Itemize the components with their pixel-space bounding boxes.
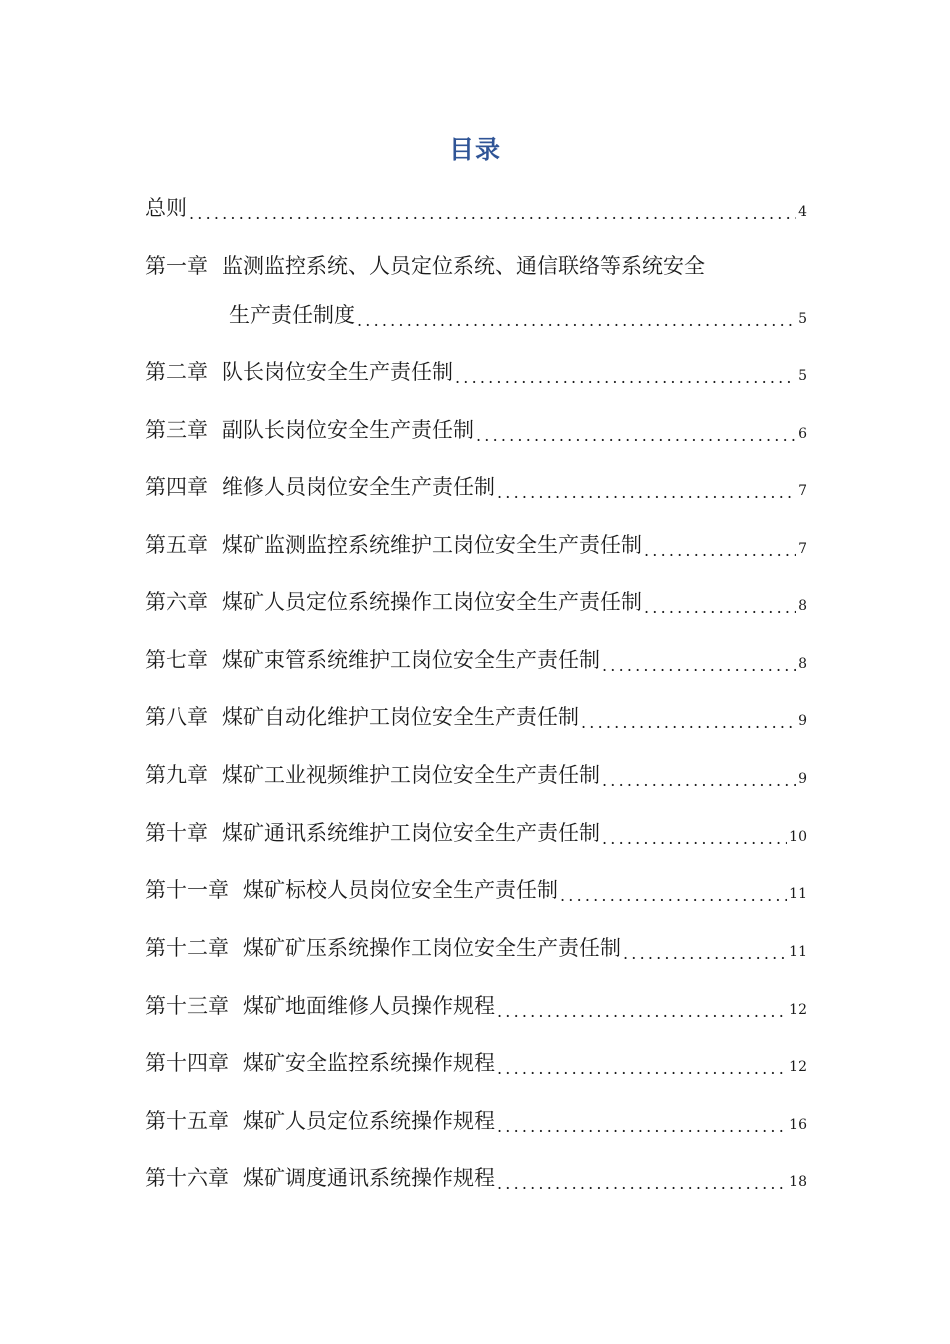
toc-entry-chapter: 第四章 — [145, 475, 208, 499]
toc-entry-chapter: 第十一章 — [145, 878, 229, 902]
toc-leader — [497, 988, 787, 1024]
toc-entry-page: 8 — [798, 656, 807, 672]
toc-leader — [476, 412, 796, 448]
toc-entry-title: 总则 — [145, 196, 187, 220]
toc-leader — [602, 757, 796, 793]
toc-entry-page: 16 — [789, 1117, 807, 1133]
toc-leader — [497, 1103, 787, 1139]
toc-entry-chapter: 第十章 — [145, 821, 208, 845]
toc-entry-chapter: 第十五章 — [145, 1109, 229, 1133]
toc-entry-chapter: 第五章 — [145, 533, 208, 557]
toc-leader — [581, 699, 796, 735]
toc-entry[interactable] — [145, 930, 807, 966]
toc-entry[interactable] — [145, 527, 807, 563]
toc-entry-title: 煤矿调度通讯系统操作规程 — [243, 1166, 495, 1190]
toc-leader — [497, 1045, 787, 1081]
toc-entry[interactable] — [145, 642, 807, 678]
toc-entry-chapter: 第十四章 — [145, 1051, 229, 1075]
toc-leader — [644, 527, 796, 563]
toc-entry-title: 煤矿工业视频维护工岗位安全生产责任制 — [222, 763, 600, 787]
toc-leader — [602, 642, 796, 678]
toc-entry-title: 煤矿自动化维护工岗位安全生产责任制 — [222, 705, 579, 729]
toc-entry-page: 12 — [789, 1059, 807, 1075]
toc-entry-page: 9 — [798, 771, 807, 787]
toc-entry-page: 10 — [789, 829, 807, 845]
toc-entry-title: 煤矿通讯系统维护工岗位安全生产责任制 — [222, 821, 600, 845]
toc-entry-title: 煤矿标校人员岗位安全生产责任制 — [243, 878, 558, 902]
toc-leader — [455, 354, 796, 390]
toc-entry[interactable] — [145, 1103, 807, 1139]
toc-entry-chapter: 第十二章 — [145, 936, 229, 960]
toc-entry-page: 4 — [798, 204, 807, 220]
toc-entry-page: 8 — [798, 598, 807, 614]
toc-entry[interactable] — [145, 248, 807, 284]
toc-leader — [602, 815, 787, 851]
toc-entry-title-continued: 生产责任制度 — [229, 303, 355, 327]
toc-entry-title: 煤矿人员定位系统操作工岗位安全生产责任制 — [222, 590, 642, 614]
toc-entry-title: 监测监控系统、人员定位系统、通信联络等系统安全 — [222, 254, 705, 278]
toc-entry[interactable] — [145, 584, 807, 620]
toc-entry[interactable] — [145, 699, 807, 735]
toc-entry-chapter: 第三章 — [145, 418, 208, 442]
toc-entry-page: 5 — [798, 368, 807, 384]
toc-entry-title: 煤矿地面维修人员操作规程 — [243, 994, 495, 1018]
toc-entry-title: 煤矿监测监控系统维护工岗位安全生产责任制 — [222, 533, 642, 557]
toc-entry[interactable] — [145, 988, 807, 1024]
toc-entry[interactable] — [145, 354, 807, 390]
toc-entry-chapter: 第二章 — [145, 360, 208, 384]
toc-entry[interactable] — [145, 412, 807, 448]
toc-leader — [497, 1160, 787, 1196]
toc-entry-chapter: 第十三章 — [145, 994, 229, 1018]
toc-title: 目录 — [448, 135, 501, 164]
toc-leader — [560, 872, 787, 908]
toc-entry-title: 煤矿矿压系统操作工岗位安全生产责任制 — [243, 936, 621, 960]
toc-entry-chapter: 第八章 — [145, 705, 208, 729]
toc-entry-page: 5 — [798, 311, 807, 327]
toc-entry-title: 煤矿人员定位系统操作规程 — [243, 1109, 495, 1133]
toc-entry-chapter: 第一章 — [145, 254, 208, 278]
toc-leader — [497, 469, 796, 505]
toc-leader — [189, 190, 796, 226]
toc-entry-title: 煤矿束管系统维护工岗位安全生产责任制 — [222, 648, 600, 672]
toc-entry-page: 9 — [798, 713, 807, 729]
toc-entry[interactable] — [145, 1045, 807, 1081]
toc-entry-page: 18 — [789, 1174, 807, 1190]
toc-entry[interactable] — [145, 1160, 807, 1196]
toc-entry[interactable] — [145, 815, 807, 851]
toc-entry-title: 副队长岗位安全生产责任制 — [222, 418, 474, 442]
toc-entry-page: 11 — [789, 886, 807, 902]
toc-entry-title: 队长岗位安全生产责任制 — [222, 360, 453, 384]
toc-leader — [357, 297, 796, 333]
toc-entry[interactable] — [145, 469, 807, 505]
toc-entry-chapter: 第七章 — [145, 648, 208, 672]
toc-entry-title: 维修人员岗位安全生产责任制 — [222, 475, 495, 499]
toc-entry-continuation[interactable] — [229, 297, 807, 333]
toc-entry-page: 7 — [798, 541, 807, 557]
toc-entry[interactable] — [145, 872, 807, 908]
toc-entry-chapter: 第九章 — [145, 763, 208, 787]
toc-entry-page: 12 — [789, 1002, 807, 1018]
toc-entry-page: 7 — [798, 483, 807, 499]
toc-entry[interactable] — [145, 757, 807, 793]
toc-leader — [644, 584, 796, 620]
toc-entry[interactable] — [145, 190, 807, 226]
toc-entry-chapter: 第六章 — [145, 590, 208, 614]
toc-leader — [623, 930, 787, 966]
toc-entry-page: 6 — [798, 426, 807, 442]
toc-entry-title: 煤矿安全监控系统操作规程 — [243, 1051, 495, 1075]
toc-entry-chapter: 第十六章 — [145, 1166, 229, 1190]
toc-entry-page: 11 — [789, 944, 807, 960]
